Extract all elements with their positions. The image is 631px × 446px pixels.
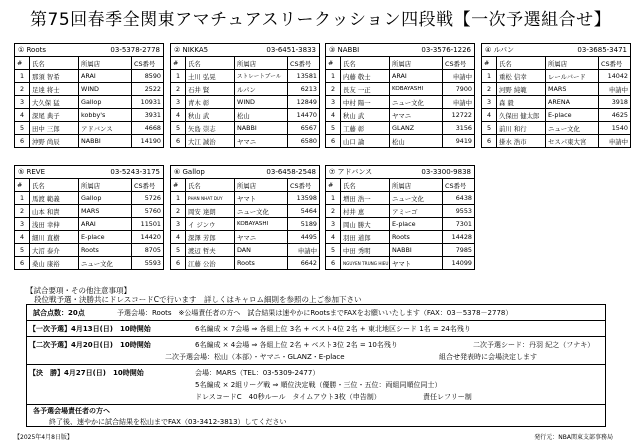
col-name-header: 氏名 [497,57,546,70]
player-number: 6 [326,257,341,270]
group-label: ⑦ アドバンス [329,168,373,176]
page-title: 第75回春季全関東アマチュアスリークッション四段戦【一次予選組合せ】 [30,10,612,30]
table-row [326,218,475,231]
player-shop: ヤマニ [235,135,288,148]
player-name: 大江 誠治 [186,135,235,148]
player-cs-number: 4495 [288,231,320,244]
player-cs-number: 7301 [443,218,475,231]
table-header-row [171,179,320,192]
table-row [326,231,475,244]
player-cs-number: 4625 [599,109,631,122]
player-shop: セスパ東大宮 [546,135,599,148]
group-header [14,43,164,56]
col-name-header: 氏名 [30,57,79,70]
player-shop: ニュー文化 [390,192,443,205]
final-referee: 責任レフリー制 [423,393,472,401]
player-shop: ARAI [79,70,132,83]
player-name: 前川 和行 [497,122,546,135]
player-number: 6 [15,135,30,148]
group-label: ⑥ Gallop [174,168,205,176]
player-number: 4 [171,109,186,122]
final-venue: 会場：MARS（TEL：03-5309-2477） [195,369,320,377]
player-shop: WIND [79,83,132,96]
group-table [14,43,164,148]
col-name-header: 氏名 [341,179,390,192]
player-name: 岡安 達朗 [186,205,235,218]
table-row [15,192,164,205]
player-shop: ヤマニ [235,231,288,244]
table-row [15,122,164,135]
player-number: 5 [482,122,497,135]
version-date: 【2025年4月8日版】 [14,434,73,441]
player-name: 久保田 健太郎 [497,109,546,122]
table-row [326,122,475,135]
table-row [171,70,320,83]
player-shop: Gallop [79,96,132,109]
player-cs-number: 申請中 [443,70,475,83]
player-shop: MARS [546,83,599,96]
col-shop-header: 所属店 [235,57,288,70]
player-number: 6 [482,135,497,148]
player-cs-number: 6438 [443,192,475,205]
col-cs-header: CS番号 [288,179,320,192]
col-no-header: # [171,57,186,70]
player-name: 土川 弘晃 [186,70,235,83]
table-row [326,83,475,96]
table-row [171,96,320,109]
player-name: 岡山 勝大 [341,218,390,231]
col-cs-header: CS番号 [132,57,164,70]
col-name-header: 氏名 [186,57,235,70]
table-row [171,109,320,122]
table-row [482,96,631,109]
group-table [14,165,164,270]
player-cs-number: 3931 [132,109,164,122]
player-number: 3 [482,96,497,109]
group-table [170,165,320,270]
player-cs-number: 14428 [443,231,475,244]
player-shop: アドバンス [79,122,132,135]
player-name: 桑山 康裕 [30,257,79,270]
col-shop-header: 所属店 [546,57,599,70]
table-row [15,244,164,257]
player-shop: レールバード [546,70,599,83]
player-number: 2 [171,83,186,96]
player-number: 6 [326,135,341,148]
group-table [325,43,475,148]
player-name: 細川 直樹 [30,231,79,244]
group-phone: 03-5243-3175 [110,168,160,176]
col-cs-header: CS番号 [132,179,164,192]
group-label: ③ NABBI [329,46,360,54]
player-shop: MARS [79,205,132,218]
table-row [15,70,164,83]
group-label: ④ ルパン [485,46,515,54]
player-shop: ARAI [390,70,443,83]
player-number: 1 [482,70,497,83]
round2-label: 【二次予選】4月20日(日) 10時開始 [29,341,151,349]
table-row [171,83,320,96]
player-number: 4 [15,109,30,122]
player-name: イ ジンウ [186,218,235,231]
player-number: 6 [171,257,186,270]
table-row [326,135,475,148]
table-row [15,231,164,244]
player-cs-number: 10931 [132,96,164,109]
table-row [15,83,164,96]
player-number: 5 [15,122,30,135]
group-phone: 03-3685-3471 [577,46,627,54]
round1-text: 6名編成 × 7会場 ⇒ 各組上位 3名 + ベスト4位 2名 + 東北地区シード 1名 = 24名残り [195,325,471,333]
player-number: 4 [326,231,341,244]
player-shop: NABBI [235,122,288,135]
player-cs-number: 6213 [288,83,320,96]
player-cs-number: 5464 [288,205,320,218]
player-shop: KOBAYASHI [390,83,443,96]
player-shop: E-place [79,231,132,244]
player-number: 4 [482,109,497,122]
player-number: 3 [171,218,186,231]
player-number: 1 [171,70,186,83]
group-header [170,165,320,178]
player-name: 工藤 彰 [341,122,390,135]
player-shop: WIND [235,96,288,109]
player-number: 4 [15,231,30,244]
player-cs-number: 14099 [443,257,475,270]
player-shop: 松山 [390,135,443,148]
table-row [171,135,320,148]
player-shop: NABBI [79,135,132,148]
col-cs-header: CS番号 [599,57,631,70]
group-phone: 03-6458-2548 [266,168,316,176]
group-header [325,43,475,56]
player-number: 5 [15,244,30,257]
table-row [482,83,631,96]
player-number: 2 [15,205,30,218]
player-cs-number: 7900 [443,83,475,96]
player-number: 1 [171,192,186,205]
table-row [482,122,631,135]
table-row [171,257,320,270]
player-name: 青木 彰 [186,96,235,109]
player-name: 沖野 尚辰 [30,135,79,148]
group-label: ① Roots [18,46,47,54]
player-number: 2 [15,83,30,96]
player-shop: Roots [235,257,288,270]
player-cs-number: 6642 [288,257,320,270]
player-cs-number: 申請中 [599,135,631,148]
player-name: 山口 論 [341,135,390,148]
table-row [171,244,320,257]
player-name: 秋山 武 [341,109,390,122]
player-name: 浅田 幸伸 [30,218,79,231]
table-row [15,109,164,122]
player-cs-number: 申請中 [599,83,631,96]
player-name: 矢島 崇志 [186,122,235,135]
player-shop: Roots [390,231,443,244]
group-table [481,43,631,148]
group-label: ② NIKKA5 [174,46,209,54]
player-number: 2 [482,83,497,96]
player-shop: kobby's [79,109,132,122]
player-number: 5 [171,244,186,257]
group-header [170,43,320,56]
player-cs-number: 3156 [443,122,475,135]
group-header [14,165,164,178]
col-no-header: # [326,57,341,70]
player-name: NGUYEN TRUNG HIEU [341,257,390,270]
player-shop: ARENA [546,96,599,109]
col-no-header: # [326,179,341,192]
table-row [171,231,320,244]
final-dress: ドレスコードC 40秒ルール タイムアウト3枚（申告制） [195,393,381,401]
col-cs-header: CS番号 [288,57,320,70]
col-name-header: 氏名 [186,179,235,192]
table-row [326,109,475,122]
table-row [171,218,320,231]
col-no-header: # [15,57,30,70]
table-row [171,205,320,218]
player-cs-number: 8705 [132,244,164,257]
table-row [15,257,164,270]
player-name: 深澤 芳郎 [186,231,235,244]
player-shop: ヤマト [235,192,288,205]
player-shop: ストレートプール [235,70,288,83]
player-cs-number: 12849 [288,96,320,109]
player-cs-number: 申請中 [443,96,475,109]
player-shop: ニュー文化 [546,122,599,135]
group-header [481,43,631,56]
player-shop: Gallop [79,192,132,205]
player-number: 5 [326,122,341,135]
player-cs-number: 5726 [132,192,164,205]
table-header-row [15,179,164,192]
table-row [482,109,631,122]
player-cs-number: 11501 [132,218,164,231]
player-shop: E-place [546,109,599,122]
player-number: 3 [15,218,30,231]
player-number: 1 [15,192,30,205]
player-cs-number: 5189 [288,218,320,231]
player-cs-number: 12722 [443,109,475,122]
player-shop: ヤマト [390,257,443,270]
player-number: 3 [326,96,341,109]
player-number: 6 [171,135,186,148]
player-cs-number: 4668 [132,122,164,135]
player-name: 中田 秀明 [341,244,390,257]
col-shop-header: 所属店 [390,179,443,192]
player-shop: 松山 [235,109,288,122]
col-name-header: 氏名 [341,57,390,70]
player-shop: ルパン [235,83,288,96]
managers-text: 終了後、速やかに試合結果を松山までFAX（03‐3412‐3813）してください [49,418,287,426]
player-name: 重松 信幸 [497,70,546,83]
player-name: 大沼 泰介 [30,244,79,257]
round2-venue: 二次予選会場：松山（本部）・ヤマニ・GLANZ・E-place [165,353,345,361]
player-shop: アミーゴ [390,205,443,218]
group-table [325,165,475,270]
group-table [170,43,320,148]
col-shop-header: 所属店 [390,57,443,70]
player-number: 1 [15,70,30,83]
player-number: 2 [326,205,341,218]
rules-box [26,304,606,427]
round2-seed: 二次予選シード：丹羽 紀之（フナキ） [473,341,595,349]
player-cs-number: 14042 [599,70,631,83]
points-label: 試合点数：20点 [33,309,85,317]
table-row [15,218,164,231]
col-shop-header: 所属店 [79,57,132,70]
player-cs-number: 5760 [132,205,164,218]
player-name: 那須 智希 [30,70,79,83]
player-name: 長友 一正 [341,83,390,96]
player-number: 2 [171,205,186,218]
player-name: 石井 賢 [186,83,235,96]
player-number: 3 [326,218,341,231]
player-name: 田中 三郎 [30,122,79,135]
table-row [326,192,475,205]
player-shop: ARAI [79,218,132,231]
player-number: 4 [326,109,341,122]
player-name: 渡辺 哲夫 [186,244,235,257]
player-shop: NABBI [390,244,443,257]
player-cs-number: 1540 [599,122,631,135]
dress-code-note: 段位戦予選・決勝共にドレスコードCで行います 詳しくはキャロム細則を参照の上ご参加下さい [34,295,362,304]
player-cs-number: 7985 [443,244,475,257]
player-number: 5 [171,122,186,135]
player-number: 4 [171,231,186,244]
round2-note: 組合せ発表時に会場決定します [439,353,537,361]
player-number: 1 [326,70,341,83]
player-shop: ニュー文化 [390,96,443,109]
player-name: 馬渡 範義 [30,192,79,205]
player-name: 増田 浩一 [341,192,390,205]
col-no-header: # [482,57,497,70]
col-no-header: # [171,179,186,192]
table-header-row [326,179,475,192]
col-no-header: # [15,179,30,192]
player-shop: Roots [79,244,132,257]
table-row [15,96,164,109]
player-name: 森 毅 [497,96,546,109]
final-label: 【決 勝】4月27日(日) 10時開始 [29,369,144,377]
player-shop: DAN [235,244,288,257]
player-name: 村井 恵 [341,205,390,218]
player-cs-number: 5593 [132,257,164,270]
group-header [325,165,475,178]
player-cs-number: 2522 [132,83,164,96]
player-cs-number: 13581 [288,70,320,83]
player-cs-number: 8590 [132,70,164,83]
player-shop: ヤマニ [390,109,443,122]
player-name: 山本 和貴 [30,205,79,218]
player-cs-number: 14420 [132,231,164,244]
player-number: 3 [171,96,186,109]
group-phone: 03-6451-3833 [266,46,316,54]
player-shop: E-place [390,218,443,231]
player-name: 河野 純範 [497,83,546,96]
col-shop-header: 所属店 [79,179,132,192]
group-label: ⑤ REVE [18,168,45,176]
player-cs-number: 3918 [599,96,631,109]
player-name: 江藤 公治 [186,257,235,270]
player-number: 5 [326,244,341,257]
player-shop: ニュー文化 [79,257,132,270]
player-cs-number: 9553 [443,205,475,218]
player-name: 深尾 典子 [30,109,79,122]
player-number: 3 [15,96,30,109]
group-phone: 03-3576-1226 [421,46,471,54]
managers-label: 各予選会場責任者の方へ [33,407,110,415]
table-row [326,244,475,257]
table-header-row [171,57,320,70]
table-row [326,96,475,109]
notes-heading: 【試合要項・その他注意事項】 [26,286,131,295]
table-header-row [482,57,631,70]
table-header-row [326,57,475,70]
player-number: 6 [15,257,30,270]
player-shop: ニュー文化 [235,205,288,218]
venue-note: 予選会場：Roots ※公場責任者の方へ 試合結果は速やかにRootsまでFAXをお願いいたします（FAX：03－5378－2778） [117,309,513,317]
table-header-row [15,57,164,70]
final-format: 5名編成 × 2組リーグ戦 ⇒ 順位決定戦（優勝・三位・五位：両組同順位同士） [195,381,442,389]
table-row [15,135,164,148]
col-cs-header: CS番号 [443,179,475,192]
table-row [326,257,475,270]
player-name: 秋山 武 [186,109,235,122]
player-number: 2 [326,83,341,96]
table-row [482,70,631,83]
player-name: 内藤 敬士 [341,70,390,83]
col-cs-header: CS番号 [443,57,475,70]
player-shop: GLANZ [390,122,443,135]
player-cs-number: 6580 [288,135,320,148]
player-name: 中村 陽一 [341,96,390,109]
table-row [15,205,164,218]
col-shop-header: 所属店 [235,179,288,192]
table-row [171,122,320,135]
player-name: 足達 将士 [30,83,79,96]
round2-text: 6名編成 × 4会場 ⇒ 各組上位 2名 + ベスト3位 2名 = 10名残り [195,341,398,349]
player-number: 1 [326,192,341,205]
player-cs-number: 6567 [288,122,320,135]
publisher: 発行元：NBA関東支部事務局 [534,434,613,441]
player-cs-number: 14190 [132,135,164,148]
col-name-header: 氏名 [30,179,79,192]
group-phone: 03-5378-2778 [110,46,160,54]
player-cs-number: 14470 [288,109,320,122]
table-row [171,192,320,205]
player-cs-number: 13598 [288,192,320,205]
player-name: 掛水 浩市 [497,135,546,148]
table-row [326,70,475,83]
table-row [482,135,631,148]
player-shop: KOBAYASHI [235,218,288,231]
round1-label: 【一次予選】4月13日(日) 10時開始 [29,325,151,333]
player-name: 羽田 道郎 [341,231,390,244]
player-name: PHAN NHAT DUY [186,192,235,205]
table-row [326,205,475,218]
player-cs-number: 9419 [443,135,475,148]
player-cs-number: 申請中 [288,244,320,257]
player-name: 大久保 猛 [30,96,79,109]
group-phone: 03-3300-9838 [421,168,471,176]
